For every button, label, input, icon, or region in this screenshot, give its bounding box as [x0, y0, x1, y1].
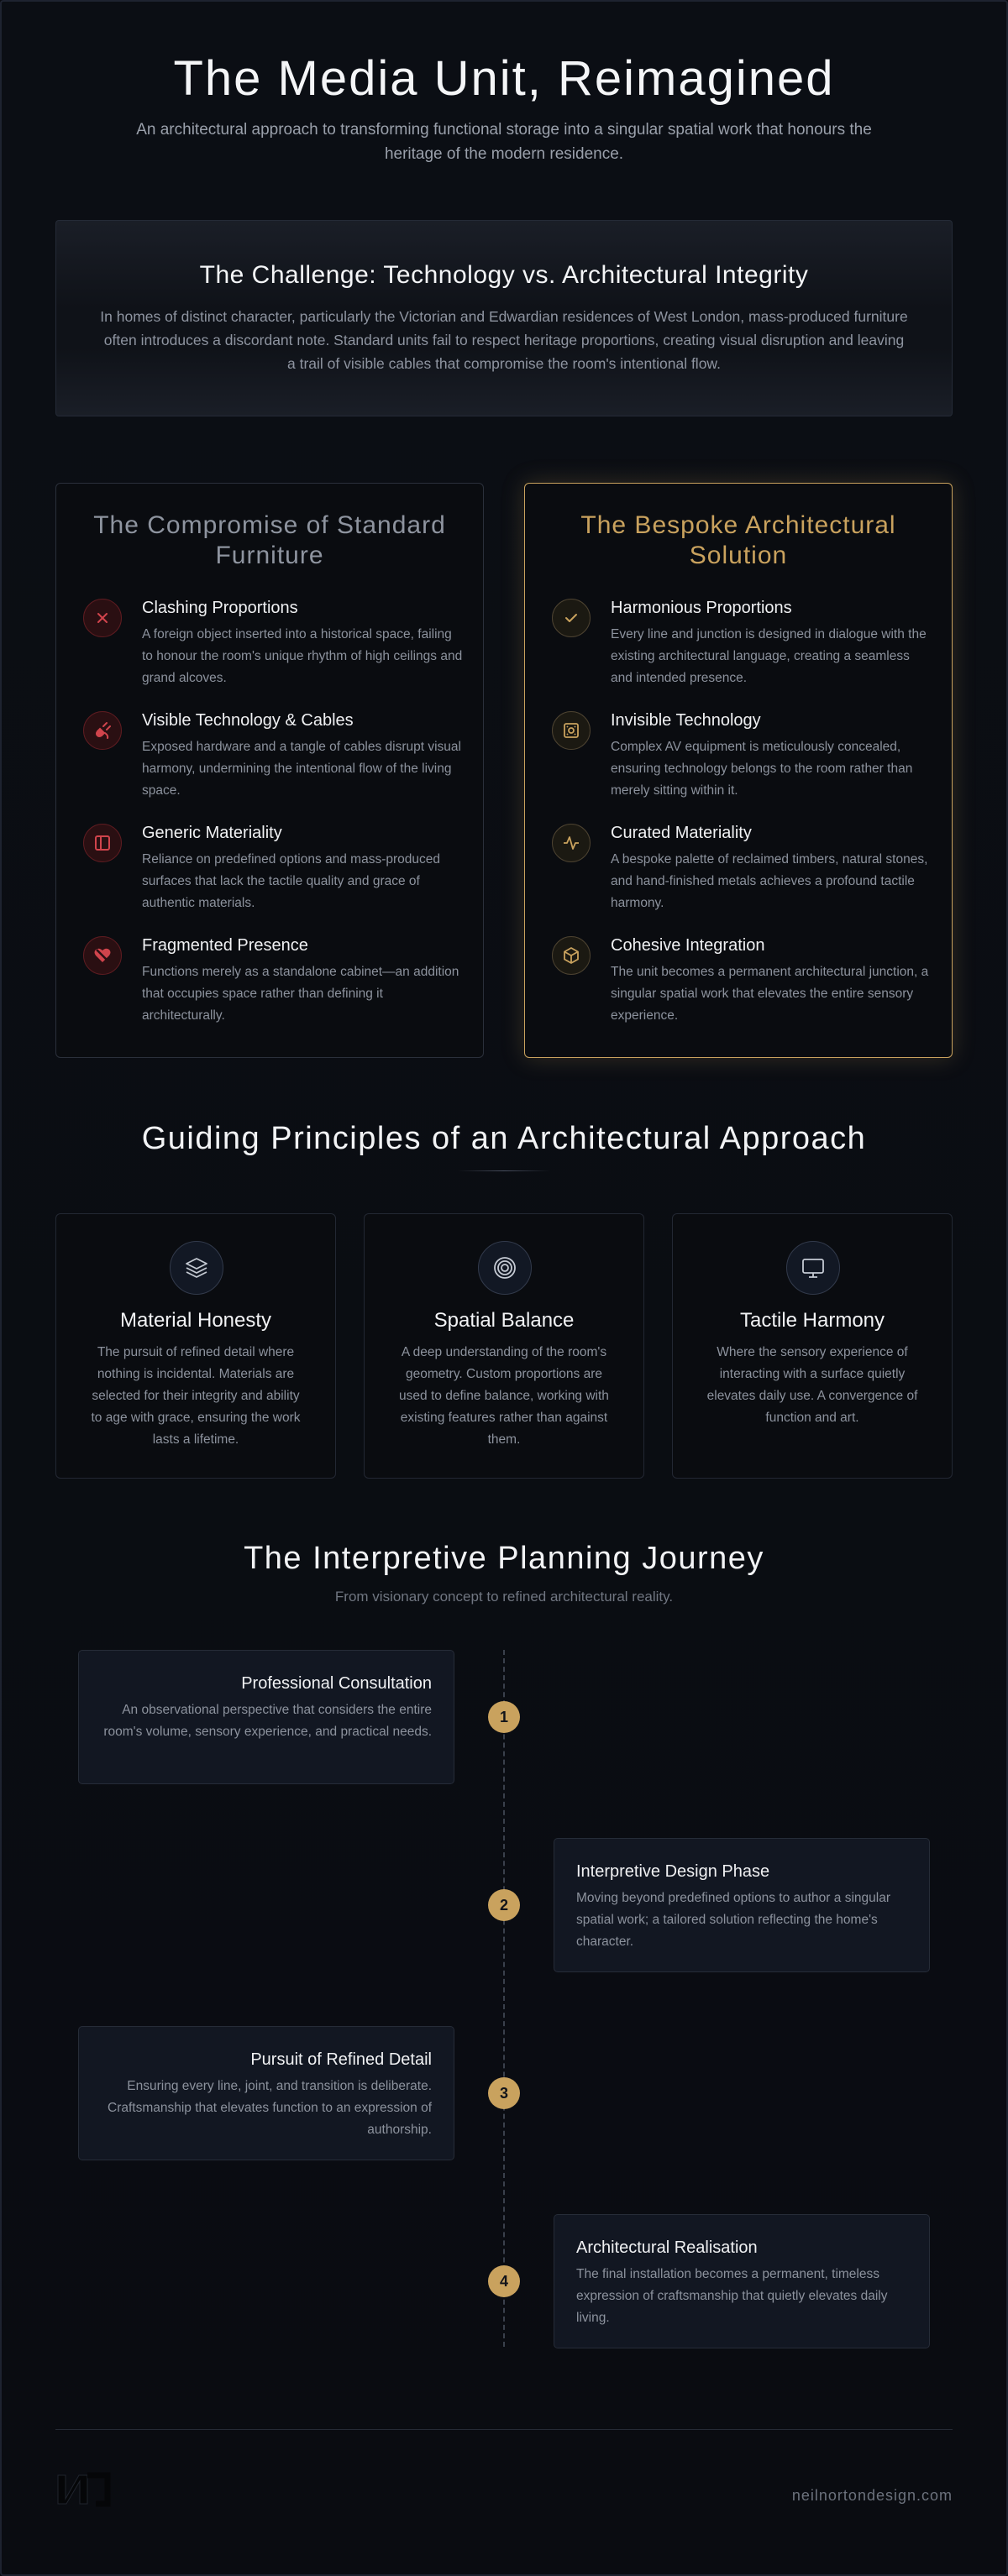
standard-item-text: A foreign object inserted into a historical space, failing to honour the room's unique rhythm of high ceilings and grand alcoves.: [142, 627, 463, 685]
challenge-panel: [55, 220, 953, 416]
bespoke-item: [552, 597, 932, 706]
journey-step-title: Professional Consultation: [241, 1674, 432, 1693]
check-icon: [552, 599, 591, 637]
journey-title: The Interpretive Planning Journey: [244, 1541, 764, 1576]
journey-step-title: Architectural Realisation: [576, 2238, 758, 2257]
bespoke-item-title: Invisible Technology: [611, 711, 761, 730]
plug-icon: [83, 711, 122, 750]
bespoke-item: [552, 709, 932, 819]
bespoke-item: [552, 822, 932, 931]
challenge-body: In homes of distinct character, particularly the Victorian and Edwardian residences of West London, mass-produced furniture often introduces a discordant note. Standard units fail to respect heritage proportions, creating visual disruption and leaving a trail of visible cables that compromise the room's intentional flow.: [100, 308, 908, 372]
step-number-badge: 2: [488, 1889, 520, 1921]
standard-card-title: The Compromise of Standard Furniture: [93, 511, 446, 569]
step-number-badge: 4: [488, 2265, 520, 2297]
journey-step: [78, 2026, 454, 2160]
bespoke-card-title: The Bespoke Architectural Solution: [580, 511, 896, 569]
principle-card-tactile-harmony: [672, 1213, 953, 1479]
standard-item-text: Exposed hardware and a tangle of cables disrupt visual harmony, undermining the intentional flow of the living space.: [142, 740, 461, 798]
brand-logo[interactable]: [55, 2470, 111, 2512]
footer-divider: [55, 2429, 953, 2430]
standard-item: [83, 935, 463, 1044]
website-link[interactable]: neilnortondesign.com: [791, 2487, 953, 2504]
journey-step-text: An observational perspective that considers the entire room's volume, sensory experience, and practical needs.: [103, 1703, 432, 1739]
standard-item: [83, 597, 463, 706]
bespoke-solution-card: [524, 483, 953, 1058]
standard-item-title: Generic Materiality: [142, 824, 282, 842]
layers-icon: [170, 1241, 223, 1295]
journey-step: [554, 1838, 930, 1972]
standard-item-title: Clashing Proportions: [142, 599, 298, 617]
monitor-icon: [786, 1241, 840, 1295]
journey-step-title: Pursuit of Refined Detail: [250, 2050, 432, 2069]
principle-text: A deep understanding of the room's geometry. Custom proportions are used to define balance, working with existing features rather than against them.: [399, 1345, 609, 1447]
bespoke-item: [552, 935, 932, 1044]
principle-title: Tactile Harmony: [739, 1309, 885, 1332]
cube-icon: [552, 936, 591, 975]
hidden-device-icon: [552, 711, 591, 750]
journey-subtitle: From visionary concept to refined architectural reality.: [334, 1589, 674, 1605]
page-title: The Media Unit, Reimagined: [173, 51, 835, 106]
principle-title: Material Honesty: [119, 1309, 272, 1332]
principle-title: Spatial Balance: [433, 1309, 575, 1332]
principle-card-material-honesty: [55, 1213, 336, 1479]
bespoke-item-title: Curated Materiality: [611, 824, 752, 842]
standard-item: [83, 709, 463, 819]
pulse-icon: [552, 824, 591, 862]
bespoke-item-text: Every line and junction is designed in dialogue with the existing architectural language, creating a seamless and intended presence.: [611, 627, 927, 685]
bespoke-item-text: A bespoke palette of reclaimed timbers, natural stones, and hand-finished metals achieves a profound tactile harmony.: [611, 852, 928, 910]
bespoke-item-text: Complex AV equipment is meticulously concealed, ensuring technology belongs to the room rather than merely sitting within it.: [611, 740, 913, 798]
standard-furniture-card: [55, 483, 484, 1058]
bespoke-item-title: Cohesive Integration: [611, 936, 765, 955]
page-subtitle: An architectural approach to transforming functional storage into a singular spatial work that honours the heritage of the modern residence.: [136, 121, 872, 163]
x-icon: [83, 599, 122, 637]
challenge-title: The Challenge: Technology vs. Architectural Integrity: [199, 261, 809, 289]
bespoke-item-title: Harmonious Proportions: [611, 599, 792, 617]
standard-item-title: Fragmented Presence: [142, 936, 308, 955]
bespoke-item-text: The unit becomes a permanent architectural junction, a singular spatial work that elevates the entire sensory experience.: [611, 965, 929, 1023]
journey-step-text: The final installation becomes a permanent, timeless expression of craftsmanship that quietly elevates daily living.: [576, 2267, 888, 2325]
step-number-badge: 3: [488, 2077, 520, 2109]
principle-text: The pursuit of refined detail where nothing is incidental. Materials are selected for their integrity and ability to age with grace, ensuring the work lasts a lifetime.: [91, 1345, 301, 1447]
principles-title: Guiding Principles of an Architectural Approach: [141, 1121, 867, 1156]
journey-step: [78, 1650, 454, 1784]
principle-text: Where the sensory experience of interacting with a surface quietly elevates daily use. A convergence of function and art.: [706, 1345, 918, 1425]
standard-item: [83, 822, 463, 931]
step-number-badge: 1: [488, 1701, 520, 1733]
principles-divider: [458, 1170, 550, 1171]
timeline-line: [503, 1650, 505, 2347]
journey-step: [554, 2214, 930, 2348]
standard-item-text: Functions merely as a standalone cabinet—an addition that occupies space rather than defining it architecturally.: [142, 965, 459, 1023]
standard-item-title: Visible Technology & Cables: [142, 711, 354, 730]
panel-icon: [83, 824, 122, 862]
journey-step-text: Moving beyond predefined options to author a singular spatial work; a tailored solution reflecting the home's character.: [576, 1891, 890, 1949]
principle-card-spatial-balance: [364, 1213, 644, 1479]
journey-step-title: Interpretive Design Phase: [576, 1862, 770, 1881]
target-icon: [478, 1241, 532, 1295]
journey-step-text: Ensuring every line, joint, and transition is deliberate. Craftsmanship that elevates function to an expression of authorship.: [108, 2079, 432, 2137]
standard-item-text: Reliance on predefined options and mass-produced surfaces that lack the tactile quality and grace of authentic materials.: [142, 852, 441, 910]
broken-heart-icon: [83, 936, 122, 975]
